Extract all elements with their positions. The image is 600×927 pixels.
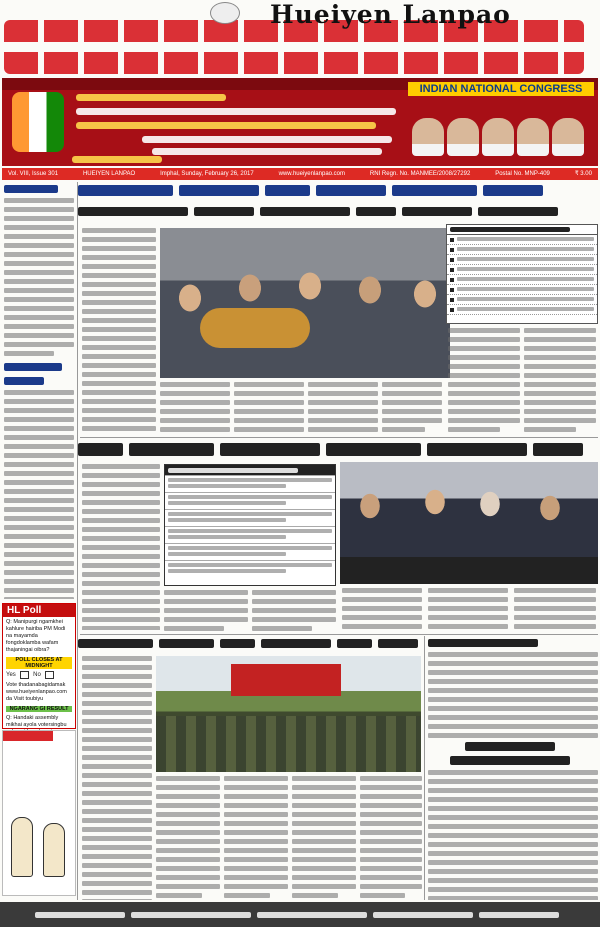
second-story-column: [252, 590, 336, 632]
dateline-bar: [2, 168, 598, 180]
poll-title: HL Poll: [3, 604, 75, 617]
lead-story-column: [160, 382, 230, 434]
lead-story-column: [308, 382, 378, 434]
story-heading: [428, 756, 598, 766]
lead-headline: [78, 182, 598, 202]
story-heading: [428, 742, 598, 752]
poll-closes-label: POLL CLOSES AT MIDNIGHT: [6, 657, 72, 669]
price: ₹ 3.00: [574, 171, 592, 177]
congress-hand-logo: [12, 92, 64, 152]
ad-text-line: [72, 156, 162, 163]
ad-text-line: [76, 108, 396, 115]
poll-result-label: NGARANG GI RESULT: [6, 706, 72, 712]
second-story-column: [428, 588, 508, 634]
cartoon-figure: [11, 817, 33, 877]
poll-no-label: No: [33, 672, 41, 678]
story-heading: [4, 376, 74, 386]
poll-no-box[interactable]: [45, 671, 54, 679]
footer-bar: [0, 902, 600, 927]
ad-text-line: [76, 122, 376, 129]
right-story-column: [524, 328, 596, 436]
leader-photos: [412, 118, 592, 158]
inc-label: INDIAN NATIONAL CONGRESS: [408, 82, 594, 96]
poll-yes-box[interactable]: [20, 671, 29, 679]
publish-date: Imphal, Sunday, February 26, 2017: [160, 171, 254, 177]
section-rule: [80, 634, 598, 635]
cartoon-title: [3, 731, 53, 741]
second-story-column: [82, 464, 160, 630]
story-heading: [4, 184, 74, 194]
third-story-column: [360, 776, 422, 900]
masthead: [0, 0, 600, 78]
left-column-stories: [4, 184, 74, 599]
lead-story-column: [382, 382, 442, 434]
hl-poll-box: [2, 603, 76, 729]
right-story-column: [448, 328, 520, 436]
poll-options: [3, 670, 75, 680]
third-story-column: [82, 656, 152, 900]
lead-story-photo: [160, 228, 450, 378]
cartoon-panel: [2, 730, 76, 896]
third-story-column: [224, 776, 288, 900]
third-story-column: [292, 776, 356, 900]
third-story-column: [156, 776, 220, 900]
lead-story-column: [82, 228, 156, 433]
rally-photo: [156, 656, 421, 772]
emblem-icon: [210, 2, 240, 24]
third-headline: [78, 636, 423, 654]
lead-subheadline: [78, 204, 598, 220]
ad-text-line: [142, 136, 392, 143]
cartoon-figure: [43, 823, 65, 877]
story-heading: [4, 362, 74, 372]
poll-yes-label: Yes: [6, 672, 16, 678]
highlights-heading: [447, 225, 597, 235]
highlights-box: [446, 224, 598, 324]
publisher-name: HUEIYEN LANPAO: [82, 171, 136, 177]
points-box-heading: [165, 465, 335, 475]
points-box: [164, 464, 336, 586]
section-rule: [80, 437, 598, 438]
ad-text-line: [76, 94, 226, 101]
press-conference-photo: [340, 462, 598, 584]
website-link[interactable]: www.hueiyenlanpao.com: [278, 171, 345, 177]
newspaper-title: Hueiyen Lanpao: [270, 0, 511, 29]
second-story-column: [342, 588, 422, 634]
right-bottom-story: [428, 638, 598, 738]
postal-number: Postal No. MNP-409: [495, 171, 550, 177]
poll-question: Q: Manipurgi ngamkhei kahlure hairiba PM Modi na mayamda fongdoklamba wafam thajaningai oibra?: [6, 619, 66, 653]
ad-text-line: [152, 148, 382, 155]
poll-result-question: Q: Handaki assembly mikhai ayola votersingbu: [6, 715, 67, 728]
column-rule: [77, 182, 78, 900]
poll-vote-note: Vote thadanabagidamak www.hueiyenlanpao.com da Visit toubiyu: [6, 682, 67, 702]
rni-number: RNI Regn. No. MANMEE/2008/27292: [369, 171, 471, 177]
second-headline: [78, 440, 598, 462]
second-story-column: [164, 590, 248, 632]
right-bottom-story: [428, 742, 598, 900]
second-story-column: [514, 588, 596, 634]
lead-story-column: [234, 382, 304, 434]
volume-issue: Vol. VIII, Issue 301: [8, 171, 59, 177]
column-rule: [424, 636, 425, 900]
story-heading: [428, 638, 598, 648]
